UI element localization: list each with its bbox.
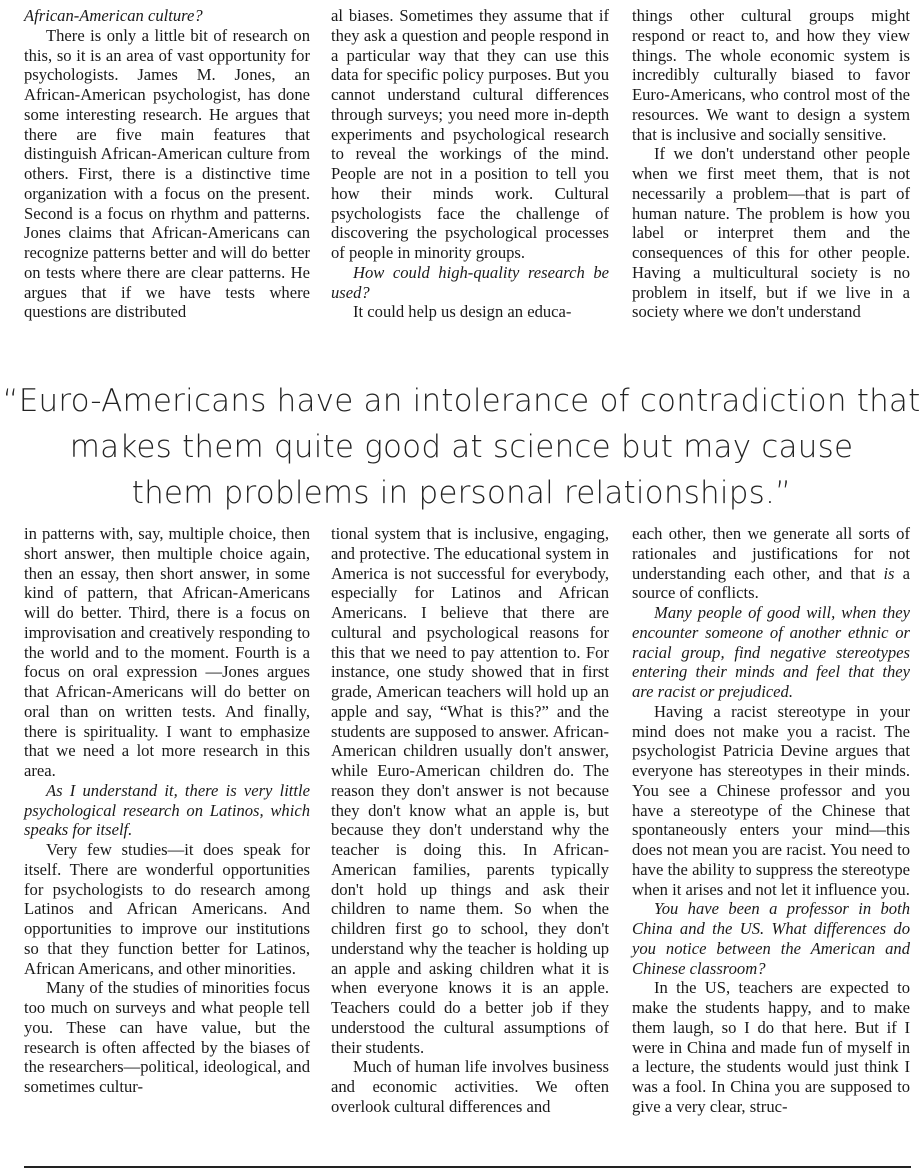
top-column-3	[632, 6, 910, 322]
interview-question: African-American culture?	[24, 6, 203, 25]
answer-paragraph: If we don't understand other people when we first meet them, that is not necessarily a problem—that is part of human nature. The problem is how you label or interpret them and the consequences of this for other people. Having a multicultural society is no problem in itself, but if we live in a society where we don't understand	[632, 144, 910, 322]
bottom-column-1	[24, 524, 310, 1097]
pull-quote-line: “Euro-Americans have an intolerance of contradiction that	[2, 383, 921, 419]
interview-question: You have been a professor in both China and the US. What differences do you notice between the American and Chinese classroom?	[632, 899, 910, 978]
bottom-column-2	[331, 524, 609, 1117]
answer-paragraph: Very few studies—it does speak for itself. There are wonderful opportunities for psychologists to do research among Latinos and African Americans. And opportunities to improve our institutions so that they function better for Latinos, African Americans, and other minorities.	[24, 840, 310, 978]
bottom-rule	[24, 1166, 911, 1168]
emphasis: is	[883, 563, 895, 583]
top-column-1	[24, 6, 310, 322]
answer-paragraph: It could help us design an educa-	[353, 302, 572, 322]
answer-paragraph: al biases. Sometimes they assume that if they ask a question and people respond in a particular way that they can use this data for specific policy purposes. But you cannot understand cultural differences through surveys; you need more in-depth experiments and psychological research to reveal the workings of the mind. People are not in a position to tell you how their minds work. Cultural psychologists face the challenge of discovering the psychological processes of people in minority groups.	[331, 6, 609, 262]
answer-paragraph: Many of the studies of minorities focus too much on surveys and what people tell you. These can have value, but the research is often affected by the biases of the researchers—political, ideological, and sometimes cultur-	[24, 978, 310, 1096]
answer-paragraph: in patterns with, say, multiple choice, then short answer, then multiple choice again, then an essay, then short answer, in some kind of pattern, that African-Americans will do better. Third, there is a focus on improvisation and creatively responding to the world and to the moment. Fourth is a focus on oral expression —Jones argues that African-Americans will do better on oral than on written tests. And finally, there is spirituality. I want to emphasize that we need a lot more research in this area.	[24, 524, 310, 780]
answer-paragraph: things other cultural groups might respond or react to, and how they view things. The whole economic system is incredibly culturally biased to favor Euro-Americans, who control most of the resources. We want to design a system that is inclusive and socially sensitive.	[632, 6, 910, 144]
bottom-column-3	[632, 524, 910, 1117]
answer-paragraph	[632, 524, 910, 603]
answer-paragraph: In the US, teachers are expected to make the students happy, and to make them laugh, so I do that here. But if I were in China and made fun of myself in a lecture, the students would just think I was a fool. In China you are supposed to give a very clear, struc-	[632, 978, 910, 1116]
pull-quote	[0, 378, 923, 516]
interview-question: As I understand it, there is very little psychological research on Latinos, which speaks for itself.	[24, 780, 310, 840]
answer-paragraph: Much of human life involves business and economic activities. We often overlook cultural differences and	[331, 1057, 609, 1116]
answer-paragraph: There is only a little bit of research on this, so it is an area of vast opportunity for psychologists. James M. Jones, an African-American psychologist, has done some interesting research. He argues that there are five main features that distinguish African-American culture from others. First, there is a distinctive time organization with a focus on the present. Second is a focus on rhythm and patterns. Jones claims that African-Americans can recognize patterns better and will do better on tests where there are clear patterns. He argues that if we have tests where questions are distributed	[24, 25, 310, 322]
text-span: a source of conflicts.	[632, 563, 911, 603]
answer-paragraph: Having a racist stereotype in your mind does not make you a racist. The psychologist Patricia Devine argues that everyone has stereotypes in their minds. You see a Chinese professor and you have a stereotype of the Chinese that spontaneously enters your mind—this does not mean you are racist. You need to have the ability to suppress the stereotype when it arises and not let it influence you.	[632, 701, 910, 899]
pull-quote-line: makes them quite good at science but may cause	[69, 429, 854, 465]
answer-paragraph: tional system that is inclusive, engaging, and protective. The educational system in America is not successful for everybody, especially for Latinos and African Americans. I believe that there are cultural and psychological reasons for this that we need to pay attention to. For instance, one study showed that in first grade, American teachers will hold up an apple and say, “What is this?” and the students are supposed to answer. African-American children usually don't answer, while Euro-American children do. The reason they don't answer is not because they don't know what an apple is, but because they don't understand why the teacher is doing this. In African-American families, parents typically don't hold up things and ask their children to name them. So when the children first go to school, they don't understand why the teacher is holding up an apple and asking children what it is when everyone knows it is an apple. Teachers could do a better job if they understood the cultural assumptions of their students.	[331, 524, 609, 1057]
top-column-2	[331, 6, 609, 322]
text-span: each other, then we generate all sorts of rationales and justifications for not understanding each other, and that	[632, 524, 910, 583]
interview-question: Many people of good will, when they encounter someone of another ethnic or racial group, find negative stereotypes entering their minds and feel that they are racist or prejudiced.	[632, 603, 910, 701]
interview-question: How could high-quality research be used?	[331, 262, 609, 302]
pull-quote-line: them problems in personal relationships.”	[131, 475, 792, 511]
